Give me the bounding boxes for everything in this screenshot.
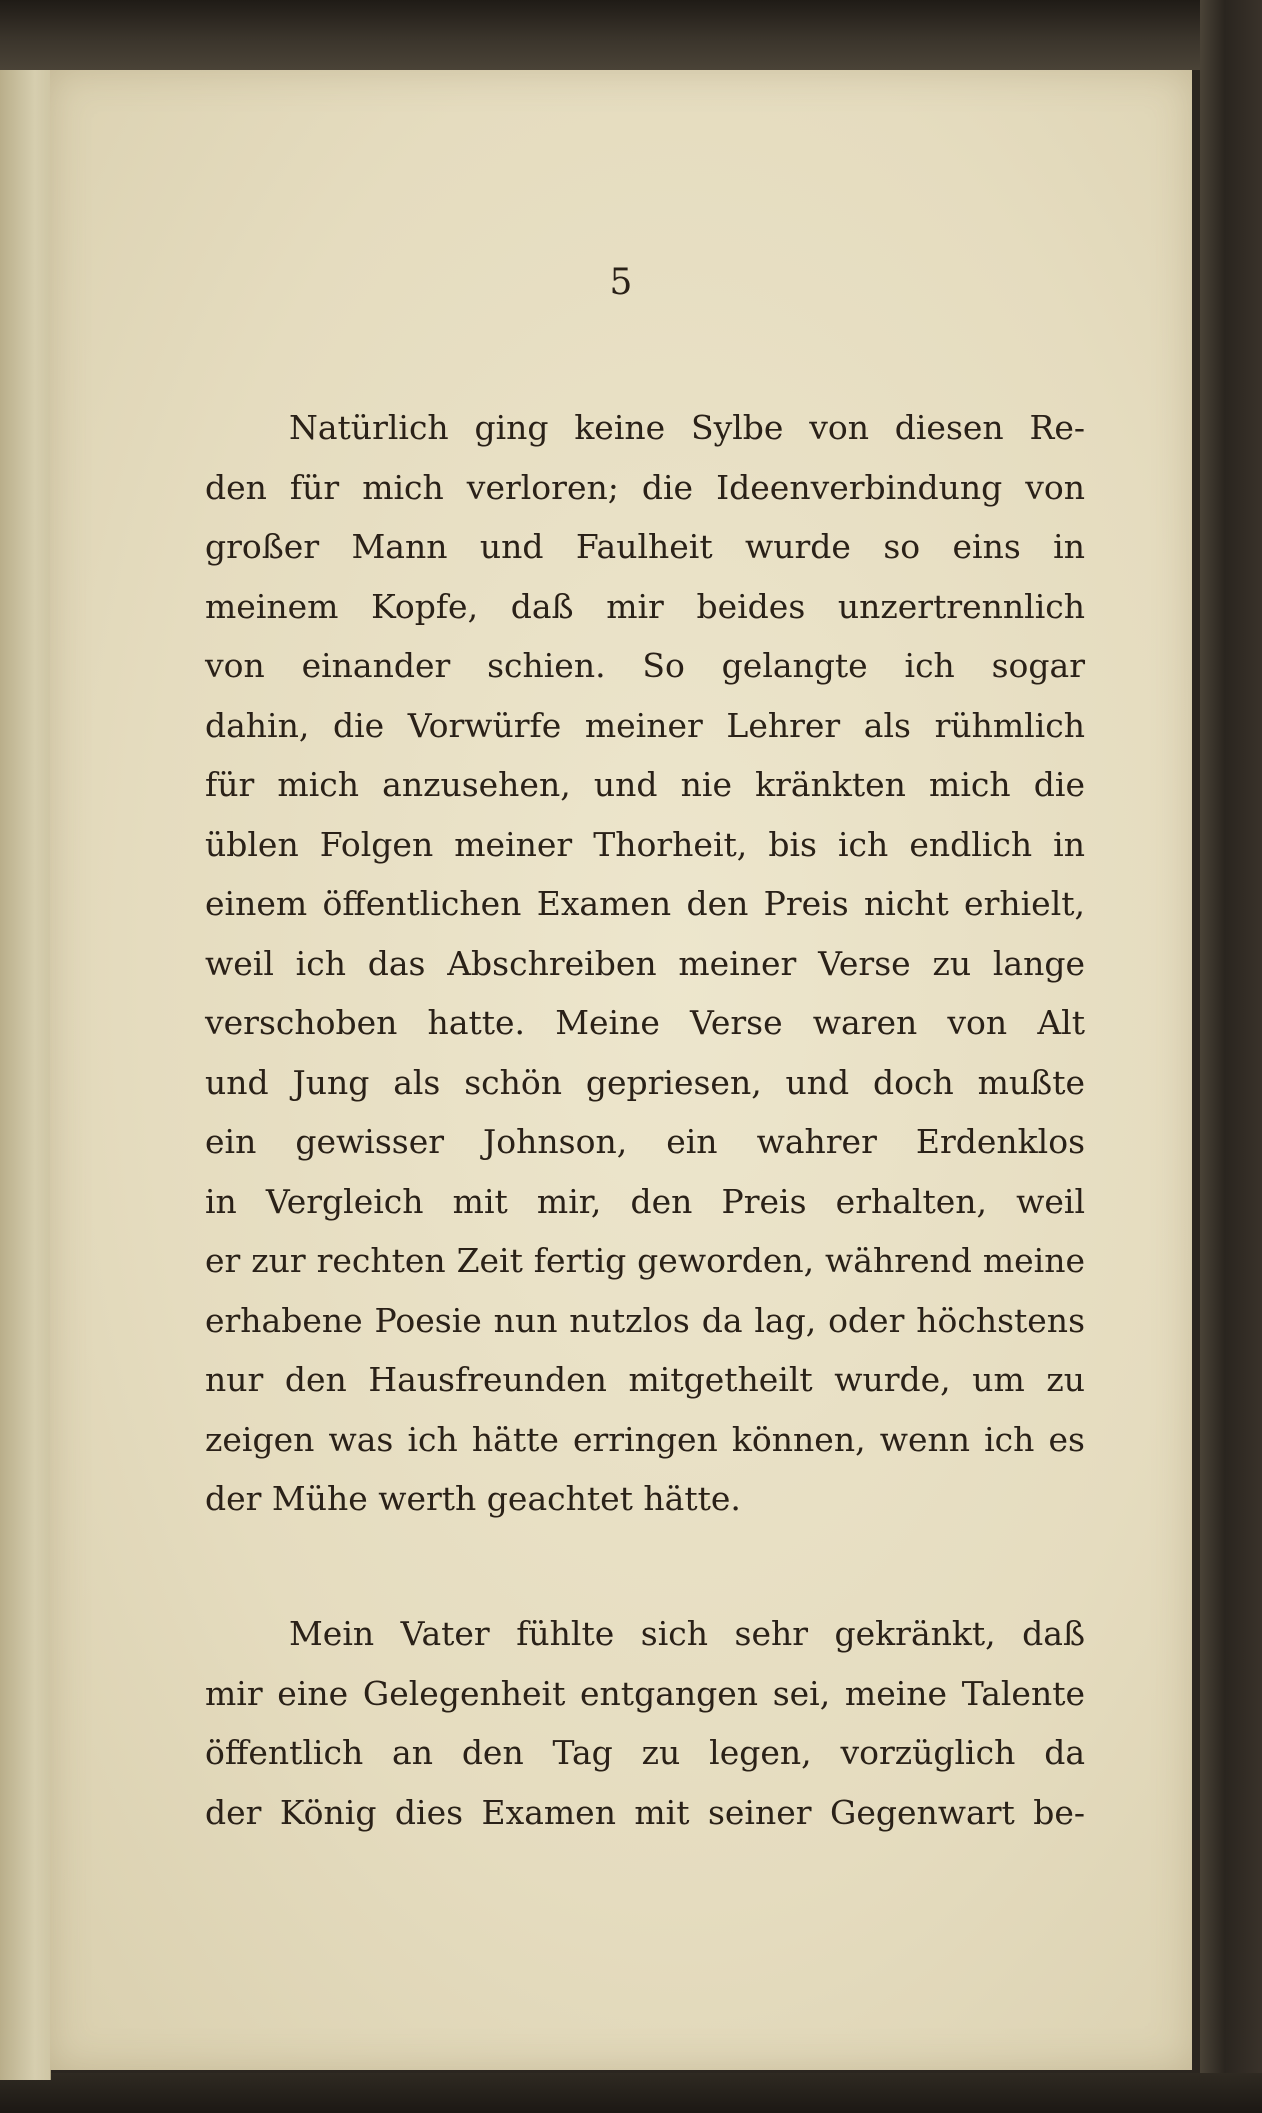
text-line: dahin, die Vorwürfe meiner Lehrer als rühmlich — [205, 705, 1085, 745]
text-line: weil ich das Abschreiben meiner Verse zu lange — [205, 943, 1085, 983]
text-line: ein gewisser Johnson, ein wahrer Erdenklos — [205, 1122, 1085, 1161]
text-line: in Vergleich mit mir, den Preis erhalten, weil — [205, 1181, 1085, 1221]
text-line: Natürlich ging keine Sylbe von diesen Re- — [289, 408, 1085, 447]
page-number: 5 — [609, 262, 633, 303]
text-line: großer Mann und Faulheit wurde so eins in — [205, 527, 1085, 566]
text-line: erhabene Poesie nun nutzlos da lag, oder höchstens — [205, 1300, 1085, 1340]
text-line: zeigen was ich hätte erringen können, wenn ich es — [205, 1419, 1085, 1459]
text-line: üblen Folgen meiner Thorheit, bis ich endlich in — [205, 824, 1085, 864]
text-line: mir eine Gelegenheit entgangen sei, meine Talente — [205, 1673, 1085, 1713]
text-line: von einander schien. So gelangte ich sogar — [205, 646, 1085, 685]
text-line: nur den Hausfreunden mitgetheilt wurde, um zu — [205, 1360, 1085, 1399]
text-line: Mein Vater fühlte sich sehr gekränkt, daß — [289, 1614, 1085, 1653]
text-line: den für mich verloren; die Ideenverbindung von — [205, 467, 1085, 507]
paragraph-1 — [205, 398, 1085, 1529]
paragraph-2 — [205, 1604, 1085, 1842]
text-line: er zur rechten Zeit fertig geworden, während meine — [205, 1241, 1085, 1280]
text-line: verschoben hatte. Meine Verse waren von Alt — [205, 1003, 1085, 1042]
book-cover-bottom-edge — [0, 2073, 1262, 2113]
text-line: und Jung als schön gepriesen, und doch mußte — [205, 1062, 1085, 1102]
book-cover-top-edge — [0, 0, 1262, 70]
text-line: einem öffentlichen Examen den Preis nicht erhielt, — [205, 884, 1085, 923]
previous-page-edge — [0, 70, 51, 2080]
text-line: der König dies Examen mit seiner Gegenwart be- — [205, 1792, 1085, 1832]
text-line: öffentlich an den Tag zu legen, vorzüglich da — [205, 1733, 1085, 1772]
text-line: für mich anzusehen, und nie kränkten mich die — [205, 765, 1085, 804]
book-page — [50, 70, 1192, 2070]
text-line: der Mühe werth geachtet hätte. — [205, 1479, 741, 1518]
text-line: meinem Kopfe, daß mir beides unzertrennlich — [205, 586, 1085, 626]
book-cover-right-edge — [1200, 0, 1262, 2113]
